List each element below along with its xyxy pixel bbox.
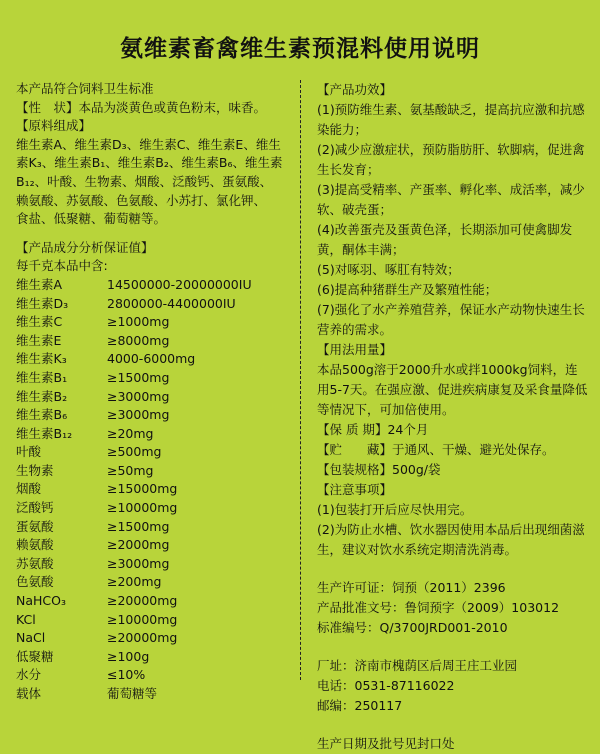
analysis-name: 蛋氨酸 [16, 518, 54, 534]
analysis-value: ≥10000mg [107, 500, 178, 516]
analysis-name: 维生素B₂ [16, 388, 68, 404]
standard-number: 标准编号：Q/3700JRD001-2010 [317, 620, 508, 635]
left-column [16, 80, 296, 704]
analysis-row [16, 480, 296, 499]
analysis-row [16, 406, 296, 425]
composition-list [16, 136, 296, 229]
analysis-value: ≥1000mg [107, 314, 170, 330]
shelf-life: 【保 质 期】24个月 [317, 422, 429, 437]
efficacy-item: (6)提高种猪群生产及繁殖性能； [317, 282, 498, 297]
analysis-name: 维生素B₁₂ [16, 425, 73, 441]
analysis-value: 14500000-20000000IU [107, 276, 252, 292]
usage-header: 【用法用量】 [317, 342, 393, 357]
hygiene-standard: 本产品符合饲料卫生标准 [16, 81, 154, 96]
analysis-value: ≥10000mg [107, 611, 178, 627]
analysis-value: ≥200mg [107, 574, 162, 590]
efficacy-header: 【产品功效】 [317, 82, 393, 97]
analysis-row [16, 518, 296, 537]
analysis-value: ≥3000mg [107, 407, 170, 423]
analysis-row [16, 555, 296, 574]
analysis-row [16, 332, 296, 351]
per-kg-label: 每千克本品中含: [16, 258, 108, 274]
analysis-name: 维生素D₃ [16, 295, 69, 311]
efficacy-item: (1)预防维生素、氨基酸缺乏，提高抗应激和抗感染能力； [317, 102, 585, 137]
analysis-row [16, 592, 296, 611]
properties-line: 【性 状】本品为淡黄色或黄色粉末，味香。 [16, 99, 267, 115]
analysis-value: ≥1500mg [107, 518, 170, 534]
efficacy-item: (3)提高受精率、产蛋率、孵化率、成活率，减少软、破壳蛋； [317, 182, 585, 217]
analysis-name: 苏氨酸 [16, 555, 54, 571]
analysis-row [16, 648, 296, 667]
approval-number: 产品批准文号：鲁饲预字（2009）103012 [317, 600, 560, 615]
analysis-table [16, 276, 296, 704]
analysis-row [16, 443, 296, 462]
analysis-value: ≥50mg [107, 462, 154, 478]
analysis-name: NaHCO₃ [16, 593, 66, 609]
analysis-name: 维生素A [16, 276, 63, 292]
analysis-header: 【产品成分分析保证值】 [16, 239, 154, 255]
analysis-name: 赖氨酸 [16, 537, 54, 553]
efficacy-item: (4)改善蛋壳及蛋黄色泽，长期添加可使禽脚发黄，酮体丰满； [317, 222, 573, 257]
analysis-row [16, 425, 296, 444]
analysis-name: 维生素C [16, 314, 63, 330]
analysis-value: 4000-6000mg [107, 351, 196, 367]
phone-number: 电话：0531-87116022 [317, 678, 455, 693]
composition-line: B₁₂、叶酸、生物素、烟酸、泛酸钙、蛋氨酸、 [16, 173, 273, 189]
composition-line: 素K₃、维生素B₁、维生素B₂、维生素B₆、维生素 [16, 155, 283, 171]
factory-address: 厂址：济南市槐荫区后周王庄工业园 [317, 658, 518, 673]
analysis-value: ≥500mg [107, 444, 162, 460]
analysis-value: ≥3000mg [107, 555, 170, 571]
analysis-value: ≥20000mg [107, 630, 178, 646]
storage: 【贮 藏】于通风、干燥、避光处保存。 [317, 442, 555, 457]
analysis-row [16, 369, 296, 388]
note-item: (1)包装打开后应尽快用完。 [317, 502, 473, 517]
analysis-name: 烟酸 [16, 481, 42, 497]
composition-line: 赖氨酸、苏氨酸、色氨酸、小苏打、氯化钾、 [16, 192, 267, 208]
document-title: 氨维素畜禽维生素预混料使用说明 [120, 36, 480, 62]
analysis-name: 生物素 [16, 462, 54, 478]
analysis-value: 2800000-4400000IU [107, 295, 236, 311]
postcode: 邮编：250117 [317, 698, 403, 713]
analysis-name: 维生素B₆ [16, 407, 68, 423]
analysis-value: ≥3000mg [107, 388, 170, 404]
analysis-value: ≤10% [107, 667, 146, 683]
analysis-row [16, 536, 296, 555]
analysis-name: 水分 [16, 667, 42, 683]
analysis-name: 维生素B₁ [16, 369, 68, 385]
composition-line: 维生素A、维生素D₃、维生素C、维生素E、维生 [16, 136, 281, 152]
analysis-row [16, 611, 296, 630]
efficacy-item: (7)强化了水产养殖营养，保证水产动物快速生长营养的需求。 [317, 302, 585, 337]
composition-line: 食盐、低聚糖、葡萄糖等。 [16, 211, 167, 227]
analysis-name: 叶酸 [16, 444, 42, 460]
analysis-row [16, 388, 296, 407]
analysis-name: 泛酸钙 [16, 500, 54, 516]
analysis-row [16, 666, 296, 685]
analysis-name: KCl [16, 611, 36, 627]
analysis-row [16, 499, 296, 518]
column-divider [300, 80, 301, 680]
analysis-value: ≥15000mg [107, 481, 178, 497]
analysis-row [16, 295, 296, 314]
analysis-row [16, 350, 296, 369]
analysis-value: ≥20mg [107, 425, 154, 441]
analysis-name: 低聚糖 [16, 648, 54, 664]
analysis-value: ≥2000mg [107, 537, 170, 553]
analysis-value: ≥100g [107, 648, 150, 664]
production-license: 生产许可证：饲预（2011）2396 [317, 580, 506, 595]
efficacy-item: (5)对啄羽、啄肛有特效； [317, 262, 460, 277]
notes-header: 【注意事项】 [317, 482, 393, 497]
analysis-name: 维生素E [16, 332, 62, 348]
analysis-row [16, 462, 296, 481]
analysis-value: 葡萄糖等 [107, 686, 158, 701]
usage-text: 本品500g溶于2000升水或拌1000kg饲料，连用5-7天。在强应激、促进疾病康复及采食量降低等情况下，可加倍使用。 [317, 362, 588, 417]
analysis-name: NaCl [16, 630, 46, 646]
analysis-name: 载体 [16, 686, 42, 701]
analysis-row [16, 276, 296, 295]
note-item: (2)为防止水槽、饮水器因使用本品后出现细菌滋生，建议对饮水系统定期清洗消毒。 [317, 522, 585, 557]
analysis-value: ≥1500mg [107, 369, 170, 385]
analysis-name: 维生素K₃ [16, 351, 67, 367]
analysis-row [16, 573, 296, 592]
efficacy-item: (2)减少应激症状，预防脂肪肝、软脚病，促进禽生长发育； [317, 142, 585, 177]
composition-header: 【原料组成】 [16, 118, 92, 134]
production-date-note: 生产日期及批号见封口处 [317, 736, 455, 751]
analysis-name: 色氨酸 [16, 574, 54, 590]
right-column [317, 80, 589, 754]
analysis-value: ≥20000mg [107, 593, 178, 609]
analysis-value: ≥8000mg [107, 332, 170, 348]
package-spec: 【包装规格】500g/袋 [317, 462, 441, 477]
analysis-row [16, 685, 296, 704]
analysis-row [16, 313, 296, 332]
analysis-row [16, 629, 296, 648]
